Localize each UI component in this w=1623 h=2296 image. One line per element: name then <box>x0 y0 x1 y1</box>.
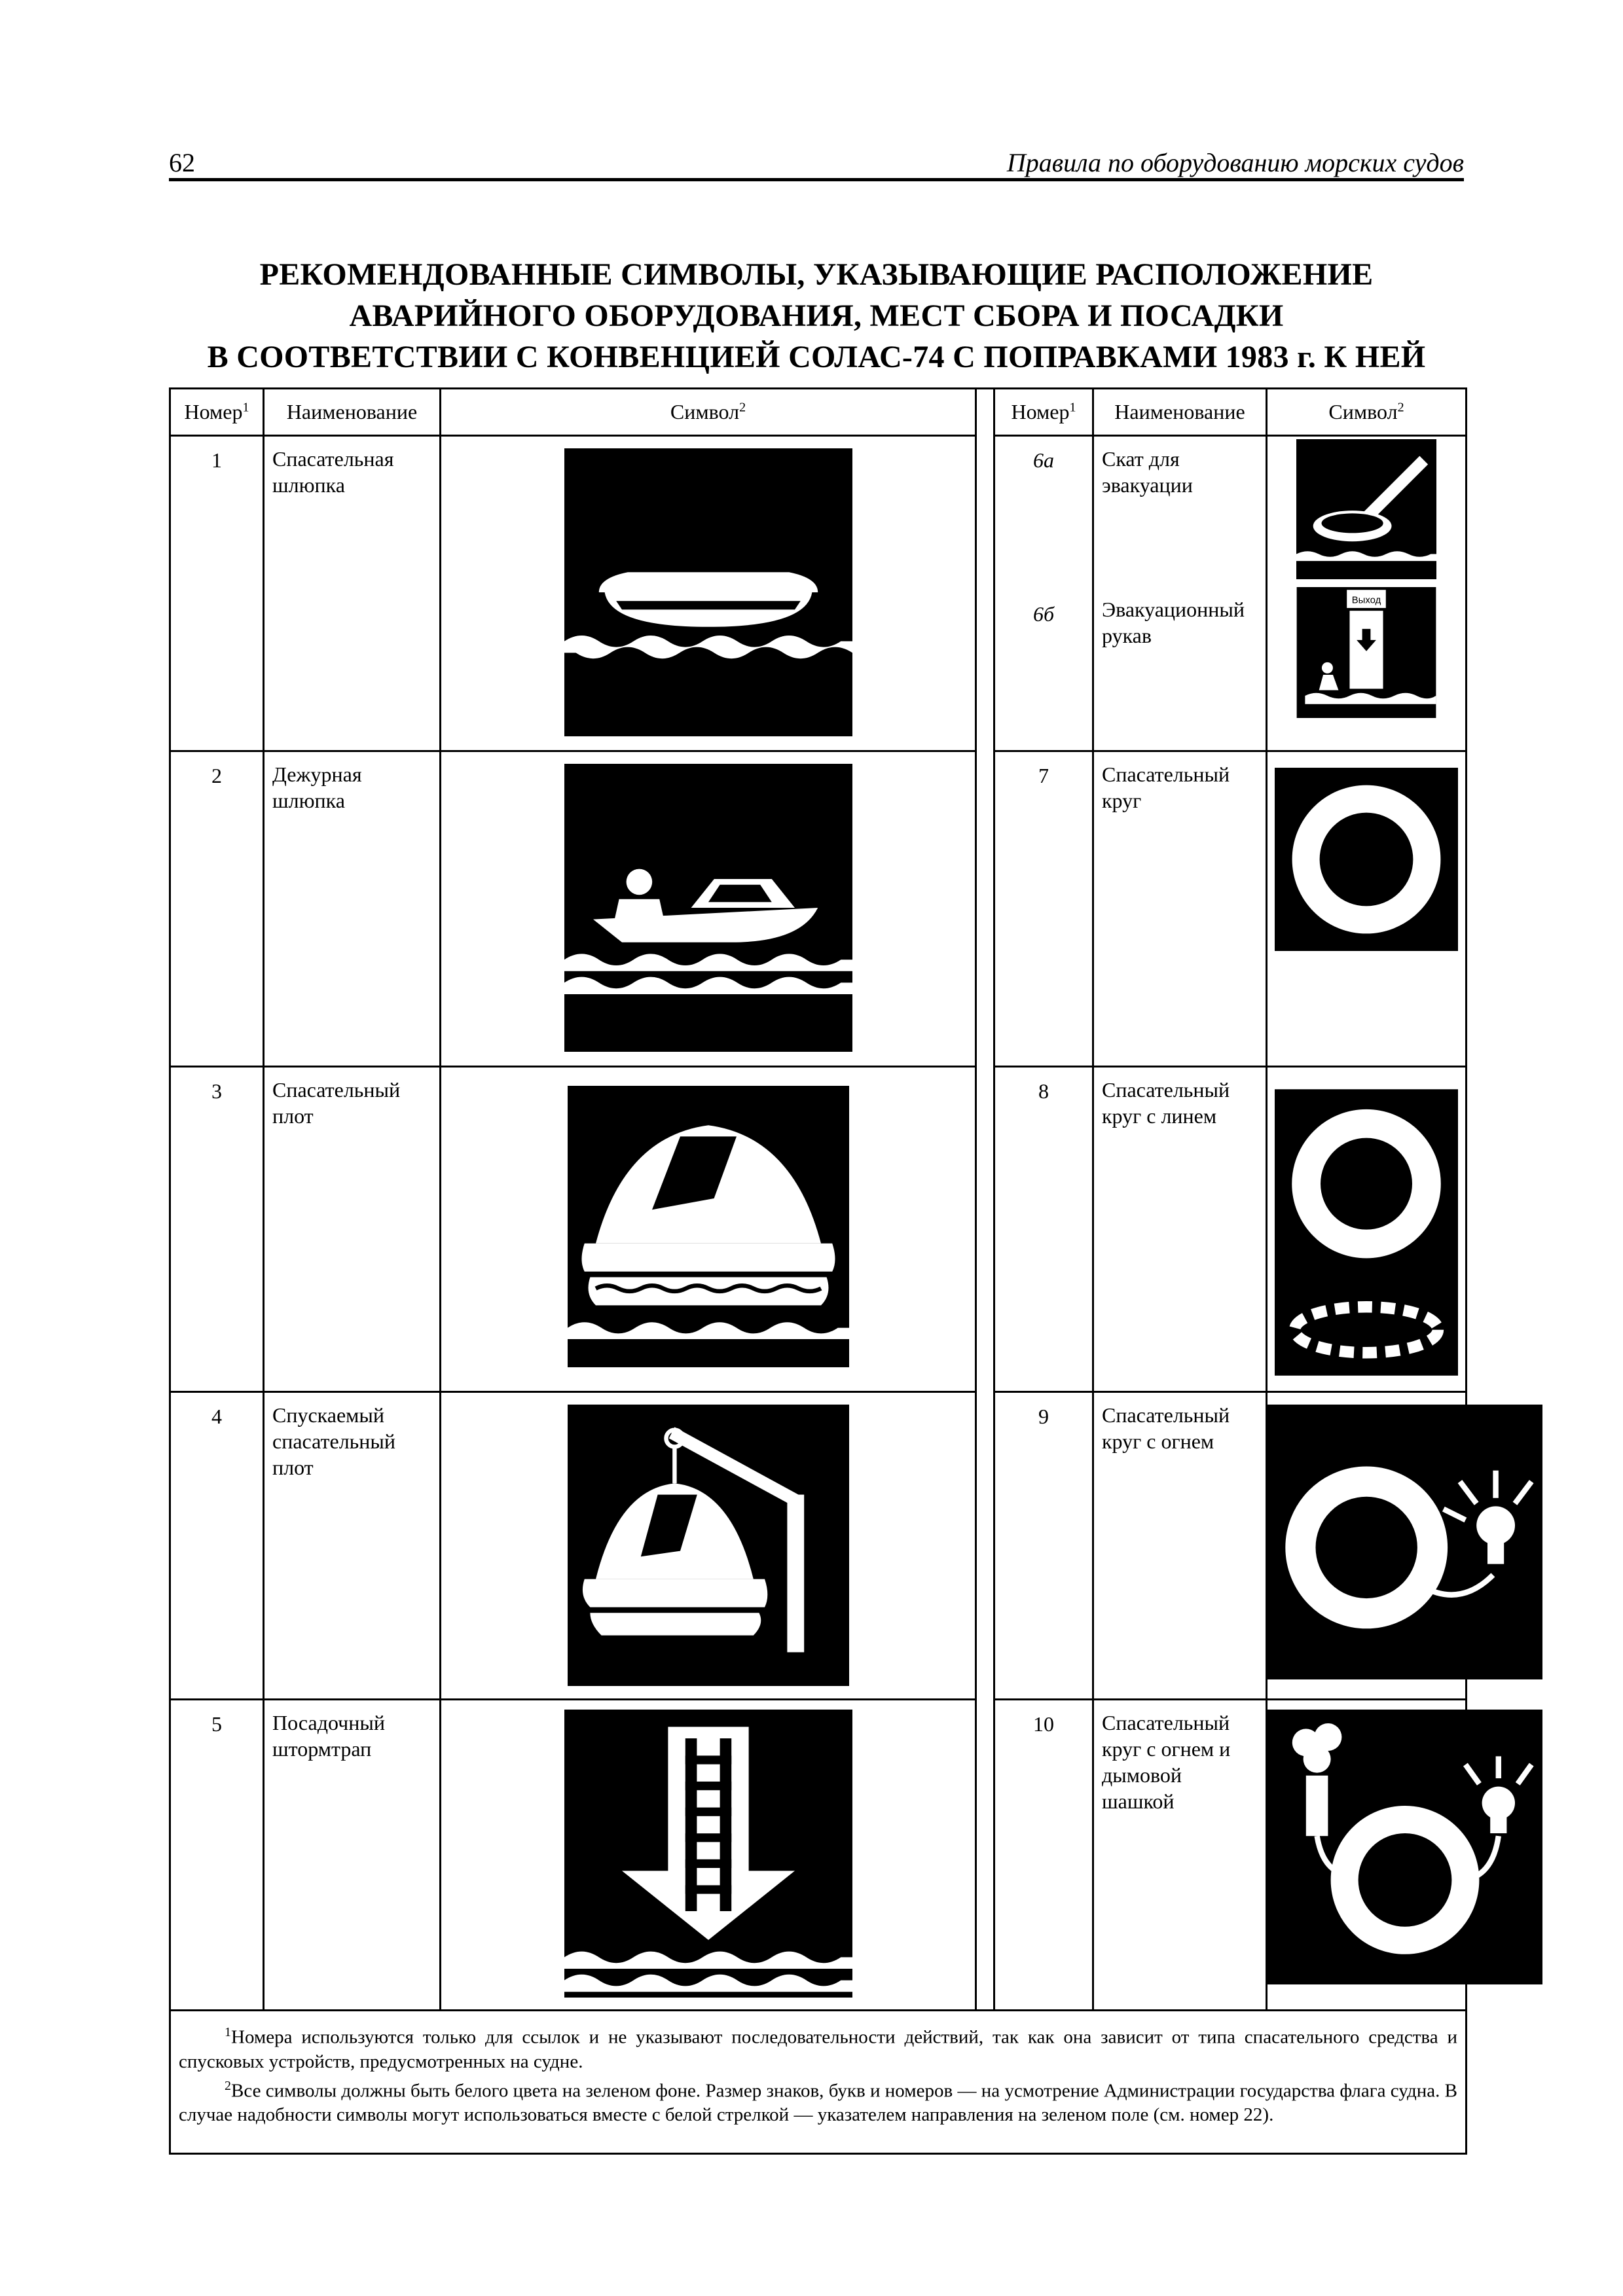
row-number: 1 <box>170 436 264 751</box>
symbol-cell <box>441 1067 976 1392</box>
chute-exit-label: Выход <box>1351 595 1381 606</box>
row-name: Спасательный плот <box>264 1067 441 1392</box>
row-number: 8 <box>994 1067 1093 1392</box>
title-line-1: РЕКОМЕНДОВАННЫЕ СИМВОЛЫ, УКАЗЫВАЮЩИЕ РАСПОЛОЖЕНИЕ <box>259 257 1374 292</box>
page-title <box>169 254 1464 378</box>
symbols-table <box>169 387 1467 2155</box>
header-symbol-right: Символ$^2$ <box>1267 389 1467 436</box>
row-number: 7 <box>994 751 1093 1067</box>
header-number-right: Номер$^1$ <box>994 389 1093 436</box>
row-number: 2 <box>170 751 264 1067</box>
evacuation-slide-icon <box>1296 439 1436 579</box>
row-number: 6а 6б <box>994 436 1093 751</box>
table-row <box>170 1067 1467 1392</box>
title-line-2: АВАРИЙНОГО ОБОРУДОВАНИЯ, МЕСТ СБОРА И ПОСАДКИ <box>349 298 1284 333</box>
row-number: 4 <box>170 1392 264 1700</box>
rescue-boat-icon <box>564 764 852 1052</box>
header-number: Номер$^1$ <box>170 389 264 436</box>
row-number: 5 <box>170 1700 264 2011</box>
lifebuoy-with-light-and-smoke-icon <box>1267 1710 1542 1984</box>
symbol-cell <box>441 1700 976 2011</box>
liferaft-icon <box>568 1086 849 1367</box>
title-line-3: В СООТВЕТСТВИИ С КОНВЕНЦИЕЙ СОЛАС-74 С ПОПРАВКАМИ 1983 г. К НЕЙ <box>207 340 1426 374</box>
row-name: Спускаемый спасательный плот <box>264 1392 441 1700</box>
evacuation-chute-icon <box>1296 587 1436 718</box>
header-symbol: Символ$^2$ <box>441 389 976 436</box>
symbol-cell <box>441 436 976 751</box>
lifebuoy-with-line-icon <box>1275 1088 1458 1376</box>
symbol-cell <box>1267 1392 1467 1700</box>
embarkation-ladder-icon <box>564 1710 852 1998</box>
symbol-cell <box>1267 1700 1467 2011</box>
row-name: Дежурная шлюпка <box>264 751 441 1067</box>
row-name: Спасательный круг с огнем и дымовой шашкой <box>1093 1700 1267 2011</box>
header-rule <box>169 178 1464 181</box>
davit-launched-liferaft-icon <box>568 1405 849 1686</box>
row-name: Спасательный круг с огнем <box>1093 1392 1267 1700</box>
column-gap <box>976 389 994 2011</box>
symbol-cell <box>1267 1067 1467 1392</box>
footnotes-row <box>170 2011 1467 2154</box>
table-row <box>170 1392 1467 1700</box>
symbol-cell <box>1267 436 1467 751</box>
table-header-row <box>170 389 1467 436</box>
symbol-cell <box>441 751 976 1067</box>
footnotes <box>170 2011 1467 2154</box>
table-row <box>170 436 1467 751</box>
lifeboat-icon <box>564 448 852 736</box>
footnote-2: $^2$Все символы должны быть белого цвета на зеленом фоне. Размер знаков, букв и номеров — на усмотрение Администрации государства флага судна. В случае надобности символы могут использоваться вместе с белой стрелкой — указателем направления на зеленом поле (см. номер 22). <box>179 2078 1457 2126</box>
running-title: Правила по оборудованию морских судов <box>1006 148 1464 177</box>
table-row <box>170 751 1467 1067</box>
row-name: Спасательный круг <box>1093 751 1267 1067</box>
row-name: Посадочный штормтрап <box>264 1700 441 2011</box>
row-name: Скат для эвакуации Эвакуационный рукав <box>1093 436 1267 751</box>
row-name: Спасательная шлюпка <box>264 436 441 751</box>
table-row <box>170 1700 1467 2011</box>
lifebuoy-icon <box>1275 768 1458 951</box>
lifebuoy-with-light-icon <box>1267 1405 1542 1679</box>
symbol-cell <box>441 1392 976 1700</box>
row-name: Спасательный круг с линем <box>1093 1067 1267 1392</box>
row-number: 3 <box>170 1067 264 1392</box>
header-name: Наименование <box>264 389 441 436</box>
row-number: 9 <box>994 1392 1093 1700</box>
running-header <box>169 147 1464 181</box>
row-number: 10 <box>994 1700 1093 2011</box>
header-name-right: Наименование <box>1093 389 1267 436</box>
page-number: 62 <box>169 148 195 177</box>
footnote-1: $^1$Номера используются только для ссылок и не указывают последовательности действий, так как она зависит от типа спасательного средства и спусковых устройств, предусмотренных на судне. <box>179 2025 1457 2072</box>
symbol-cell <box>1267 751 1467 1067</box>
